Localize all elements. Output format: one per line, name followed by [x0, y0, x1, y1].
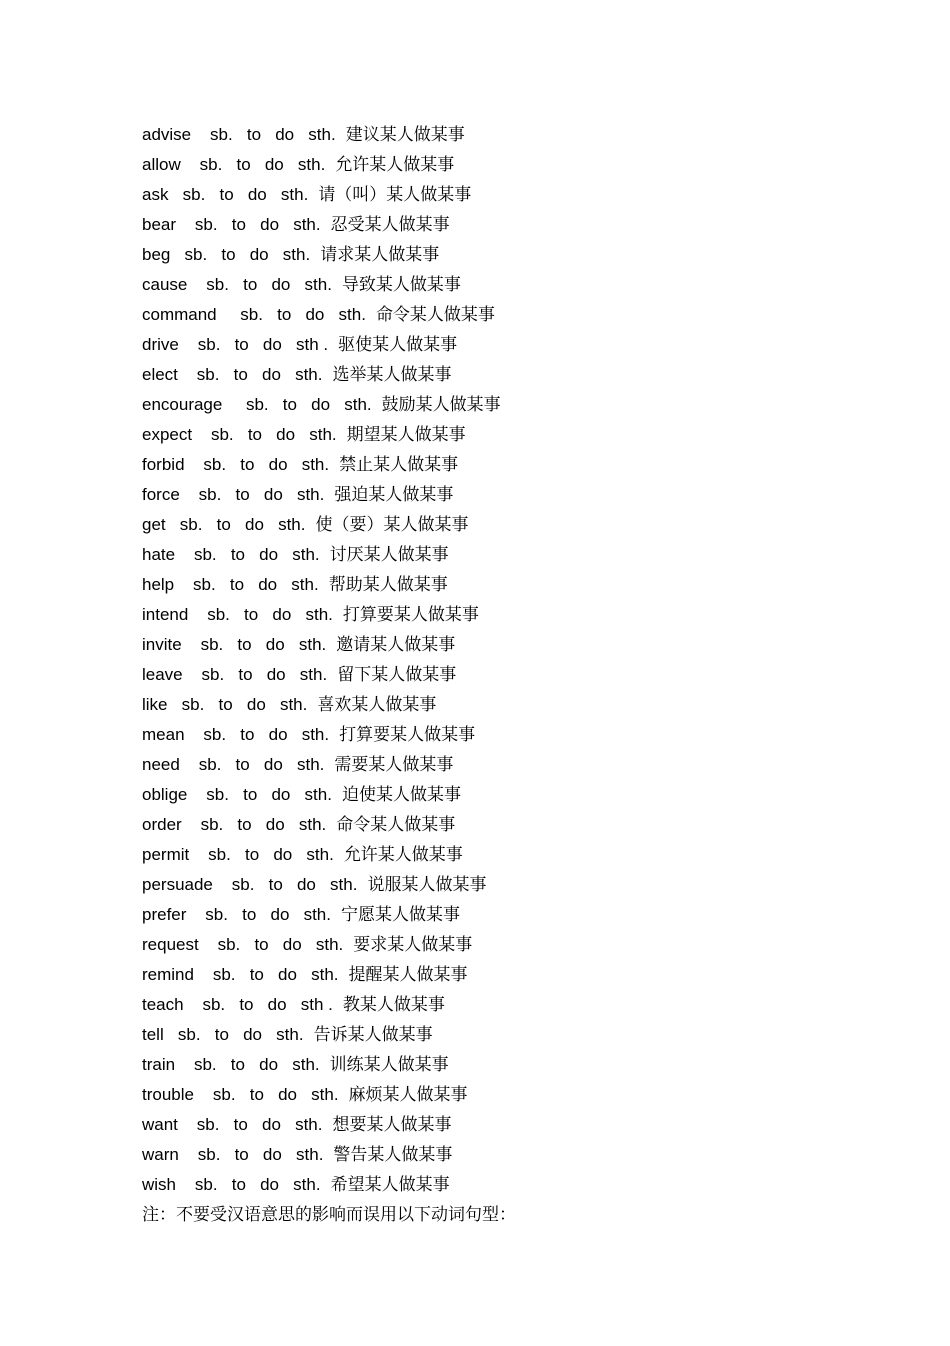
- list-item: [142, 1020, 842, 1050]
- english-pattern: drive sb. to do sth .: [142, 335, 329, 354]
- english-pattern: warn sb. to do sth.: [142, 1145, 324, 1164]
- english-pattern: allow sb. to do sth.: [142, 155, 326, 174]
- chinese-meaning: 警告某人做某事: [333, 1145, 453, 1165]
- chinese-meaning: 喜欢某人做某事: [317, 695, 437, 715]
- english-pattern: order sb. to do sth.: [142, 815, 327, 834]
- english-pattern: elect sb. to do sth.: [142, 365, 323, 384]
- list-item: [142, 180, 842, 210]
- english-pattern: invite sb. to do sth.: [142, 635, 327, 654]
- chinese-meaning: 希望某人做某事: [330, 1175, 450, 1195]
- chinese-meaning: 教某人做某事: [342, 995, 445, 1015]
- chinese-meaning: 迫使某人做某事: [341, 785, 461, 805]
- list-item: [142, 630, 842, 660]
- english-pattern: remind sb. to do sth.: [142, 965, 339, 984]
- list-item: [142, 360, 842, 390]
- english-pattern: prefer sb. to do sth.: [142, 905, 331, 924]
- chinese-meaning: 鼓励某人做某事: [381, 395, 501, 415]
- chinese-meaning: 宁愿某人做某事: [340, 905, 460, 925]
- list-item: [142, 570, 842, 600]
- list-item: [142, 480, 842, 510]
- chinese-meaning: 允许某人做某事: [335, 155, 455, 175]
- list-item: [142, 420, 842, 450]
- chinese-meaning: 帮助某人做某事: [328, 575, 448, 595]
- chinese-meaning: 说服某人做某事: [367, 875, 487, 895]
- list-item: [142, 780, 842, 810]
- english-pattern: persuade sb. to do sth.: [142, 875, 358, 894]
- list-item: [142, 1110, 842, 1140]
- chinese-meaning: 使（要）某人做某事: [315, 515, 469, 535]
- english-pattern: expect sb. to do sth.: [142, 425, 337, 444]
- english-pattern: get sb. to do sth.: [142, 515, 306, 534]
- english-pattern: cause sb. to do sth.: [142, 275, 332, 294]
- english-pattern: help sb. to do sth.: [142, 575, 319, 594]
- english-pattern: beg sb. to do sth.: [142, 245, 311, 264]
- chinese-meaning: 允许某人做某事: [343, 845, 463, 865]
- list-item: [142, 960, 842, 990]
- english-pattern: request sb. to do sth.: [142, 935, 344, 954]
- english-pattern: intend sb. to do sth.: [142, 605, 333, 624]
- chinese-meaning: 打算要某人做某事: [342, 605, 479, 625]
- list-item: [142, 840, 842, 870]
- chinese-meaning: 想要某人做某事: [332, 1115, 452, 1135]
- list-item: [142, 870, 842, 900]
- chinese-meaning: 麻烦某人做某事: [348, 1085, 468, 1105]
- english-pattern: wish sb. to do sth.: [142, 1175, 321, 1194]
- english-pattern: oblige sb. to do sth.: [142, 785, 332, 804]
- list-item: [142, 210, 842, 240]
- chinese-meaning: 命令某人做某事: [375, 305, 495, 325]
- english-pattern: mean sb. to do sth.: [142, 725, 330, 744]
- chinese-meaning: 建议某人做某事: [345, 125, 465, 145]
- list-item: [142, 720, 842, 750]
- english-pattern: leave sb. to do sth.: [142, 665, 328, 684]
- english-pattern: bear sb. to do sth.: [142, 215, 321, 234]
- chinese-meaning: 忍受某人做某事: [330, 215, 450, 235]
- chinese-meaning: 请（叫）某人做某事: [318, 185, 472, 205]
- english-pattern: permit sb. to do sth.: [142, 845, 334, 864]
- list-item: [142, 990, 842, 1020]
- english-pattern: train sb. to do sth.: [142, 1055, 320, 1074]
- chinese-meaning: 告诉某人做某事: [313, 1025, 433, 1045]
- english-pattern: need sb. to do sth.: [142, 755, 325, 774]
- list-item: [142, 810, 842, 840]
- chinese-meaning: 驱使某人做某事: [338, 335, 458, 355]
- list-item: [142, 900, 842, 930]
- list-item: [142, 300, 842, 330]
- chinese-meaning: 训练某人做某事: [329, 1055, 449, 1075]
- chinese-meaning: 要求某人做某事: [353, 935, 473, 955]
- list-item: [142, 660, 842, 690]
- list-item: [142, 1140, 842, 1170]
- english-pattern: teach sb. to do sth .: [142, 995, 333, 1014]
- chinese-meaning: 强迫某人做某事: [334, 485, 454, 505]
- verb-pattern-list: [142, 120, 842, 1230]
- list-item: [142, 270, 842, 300]
- list-item: [142, 510, 842, 540]
- chinese-meaning: 期望某人做某事: [346, 425, 466, 445]
- english-pattern: trouble sb. to do sth.: [142, 1085, 339, 1104]
- chinese-meaning: 留下某人做某事: [337, 665, 457, 685]
- english-pattern: tell sb. to do sth.: [142, 1025, 304, 1044]
- chinese-meaning: 需要某人做某事: [334, 755, 454, 775]
- chinese-meaning: 讨厌某人做某事: [329, 545, 449, 565]
- chinese-meaning: 提醒某人做某事: [348, 965, 468, 985]
- list-item: [142, 450, 842, 480]
- list-item: [142, 930, 842, 960]
- usage-note: 注：不要受汉语意思的影响而误用以下动词句型：: [142, 1205, 516, 1225]
- chinese-meaning: 导致某人做某事: [341, 275, 461, 295]
- list-item: [142, 1170, 842, 1200]
- list-item: [142, 120, 842, 150]
- list-item: [142, 240, 842, 270]
- chinese-meaning: 请求某人做某事: [320, 245, 440, 265]
- chinese-meaning: 打算要某人做某事: [339, 725, 476, 745]
- list-item: [142, 690, 842, 720]
- chinese-meaning: 邀请某人做某事: [336, 635, 456, 655]
- list-item: [142, 750, 842, 780]
- english-pattern: hate sb. to do sth.: [142, 545, 320, 564]
- english-pattern: like sb. to do sth.: [142, 695, 308, 714]
- list-item: [142, 1080, 842, 1110]
- list-item: [142, 390, 842, 420]
- chinese-meaning: 命令某人做某事: [336, 815, 456, 835]
- english-pattern: ask sb. to do sth.: [142, 185, 309, 204]
- english-pattern: forbid sb. to do sth.: [142, 455, 330, 474]
- english-pattern: want sb. to do sth.: [142, 1115, 323, 1134]
- english-pattern: command sb. to do sth.: [142, 305, 366, 324]
- list-item: [142, 540, 842, 570]
- english-pattern: force sb. to do sth.: [142, 485, 325, 504]
- chinese-meaning: 禁止某人做某事: [339, 455, 459, 475]
- list-item: [142, 330, 842, 360]
- chinese-meaning: 选举某人做某事: [332, 365, 452, 385]
- english-pattern: advise sb. to do sth.: [142, 125, 336, 144]
- english-pattern: encourage sb. to do sth.: [142, 395, 372, 414]
- list-item: [142, 1050, 842, 1080]
- list-item: [142, 150, 842, 180]
- list-item: [142, 600, 842, 630]
